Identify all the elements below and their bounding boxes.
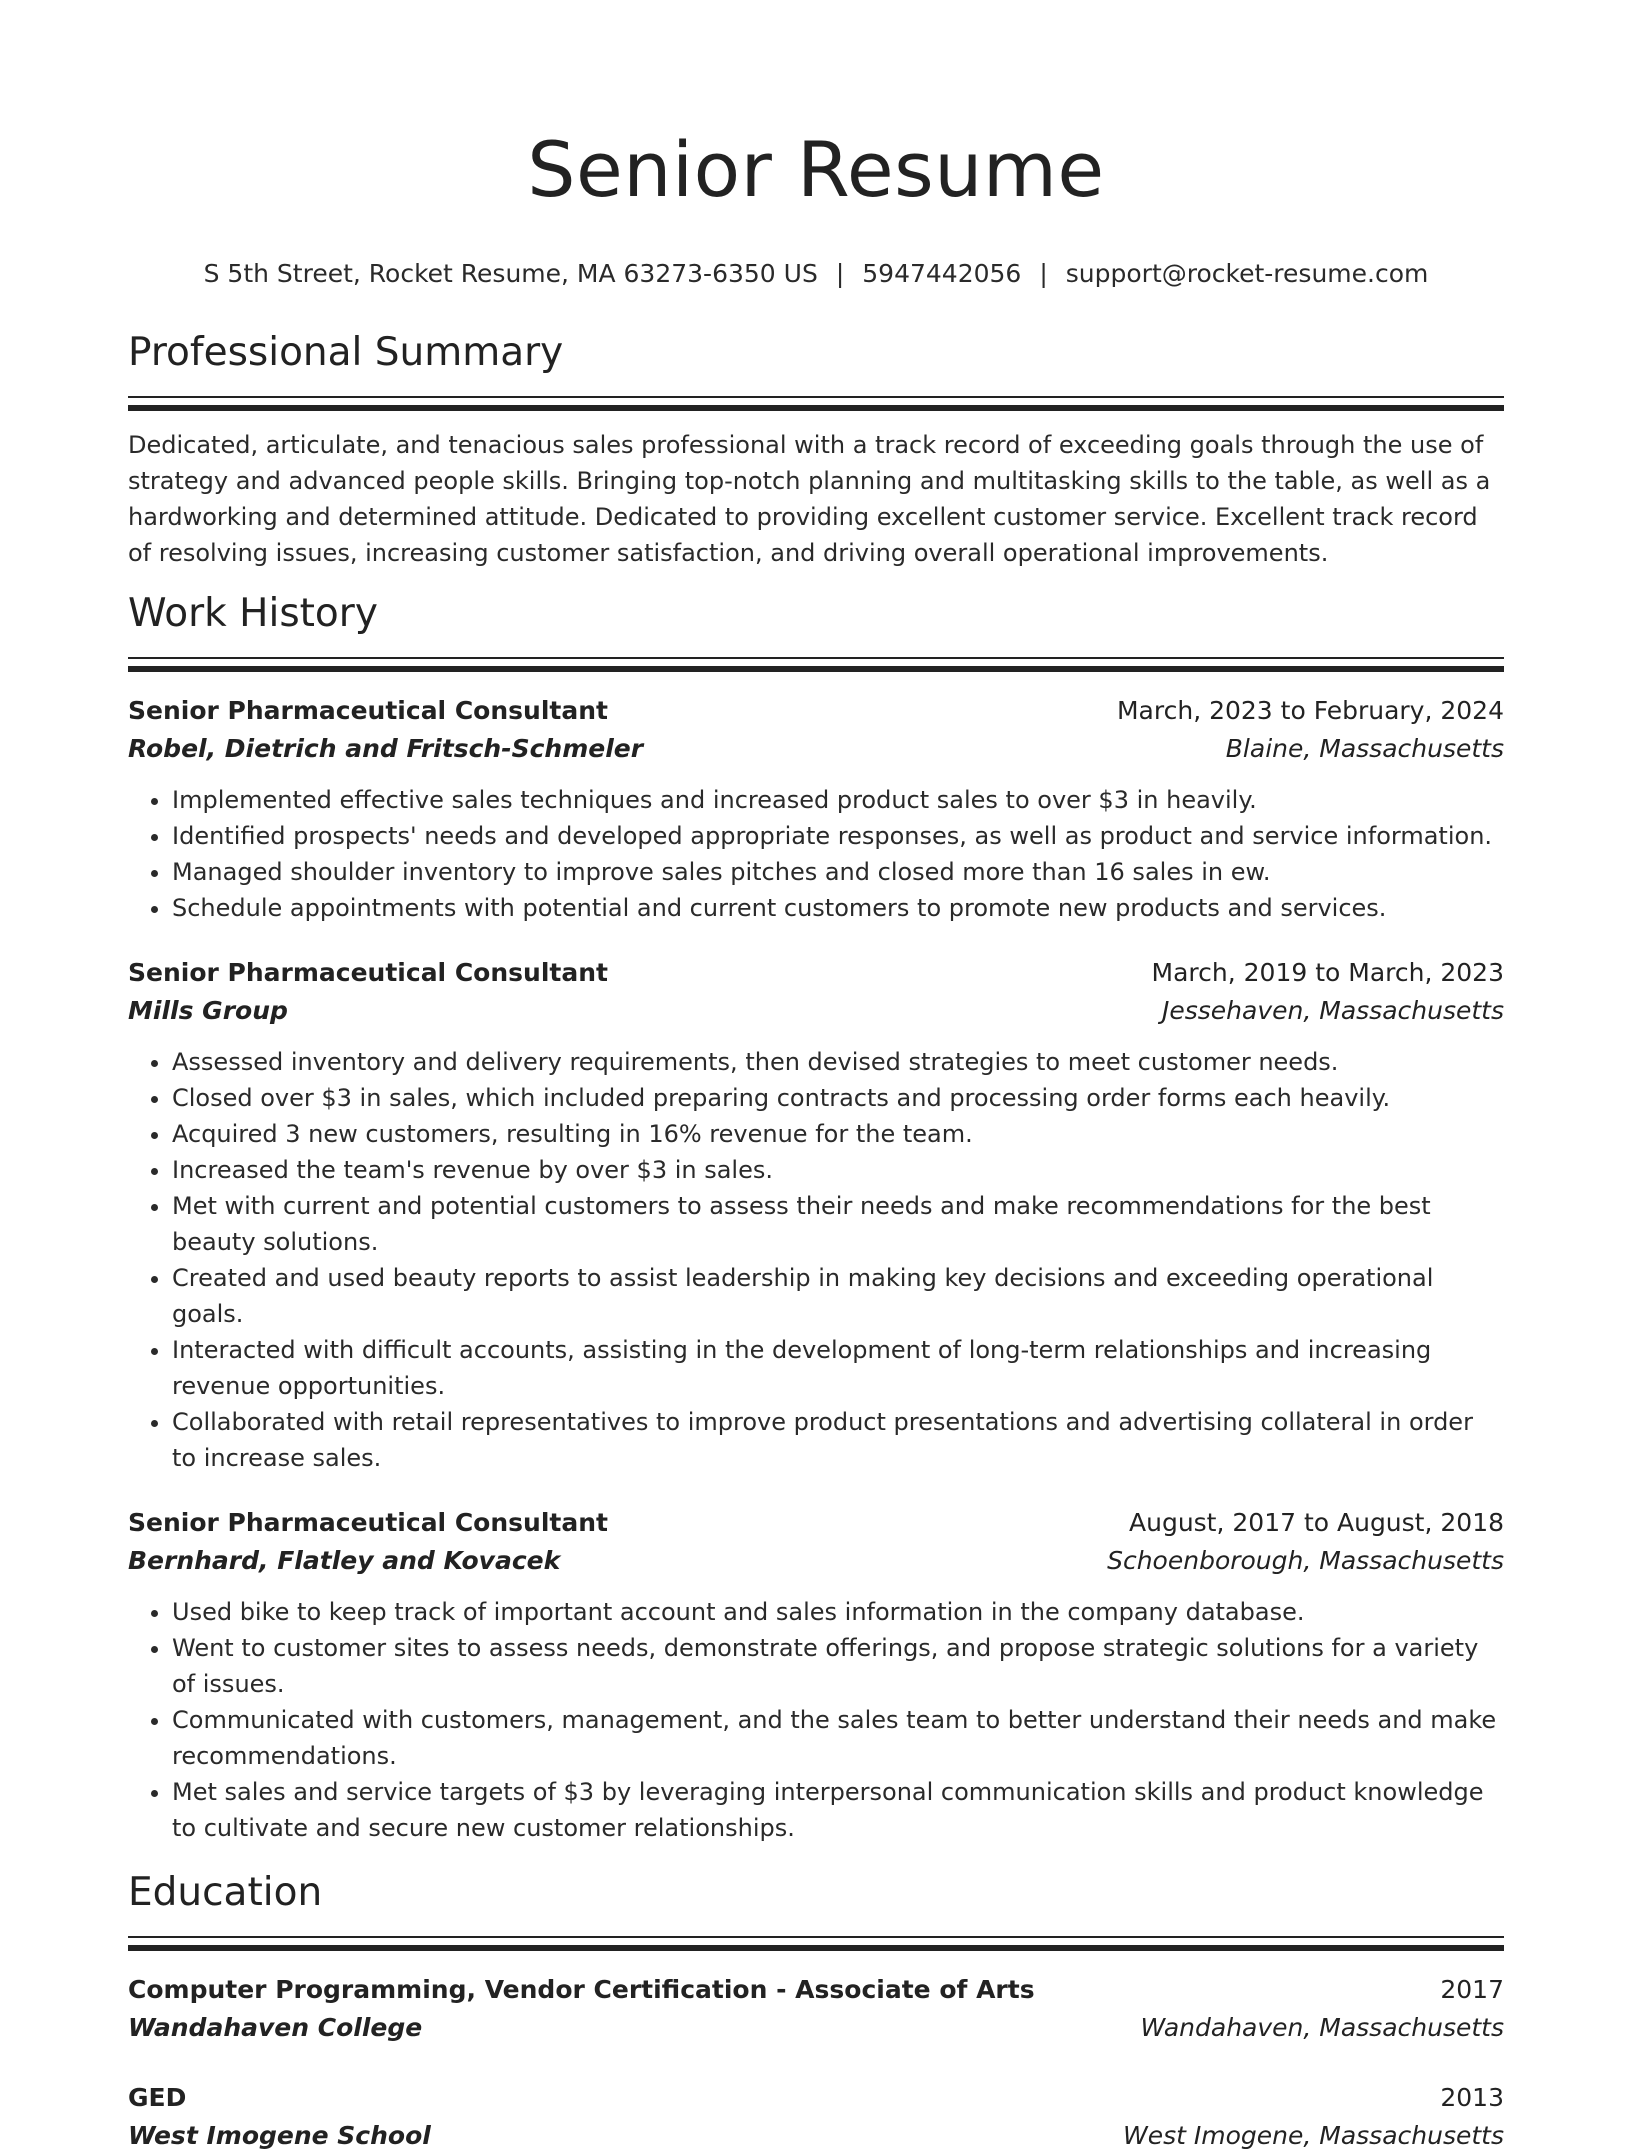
contact-address: S 5th Street, Rocket Resume, MA 63273-6350 US — [203, 259, 818, 288]
job-entry — [128, 954, 1504, 1476]
job-entry — [128, 1504, 1504, 1846]
job-bullet: • Managed shoulder inventory to improve sales pitches and closed more than 16 sales in ew. — [172, 854, 1504, 890]
contact-separator: | — [1039, 259, 1048, 288]
job-dates: March, 2019 to March, 2023 — [1151, 958, 1504, 987]
summary-section — [128, 328, 1504, 571]
job-title: Senior Pharmaceutical Consultant — [128, 1508, 608, 1537]
job-bullet: • Increased the team's revenue by over $3 in sales. — [172, 1152, 1504, 1188]
education-degree: Computer Programming, Vendor Certification - Associate of Arts — [128, 1975, 1035, 2004]
job-bullet: • Used bike to keep track of important account and sales information in the company database. — [172, 1594, 1504, 1630]
education-school: West Imogene School — [128, 2121, 431, 2150]
job-bullet: • Closed over $3 in sales, which included preparing contracts and processing order forms each heavily. — [172, 1080, 1504, 1116]
job-location: Jessehaven, Massachusetts — [1162, 996, 1504, 1025]
job-title: Senior Pharmaceutical Consultant — [128, 958, 608, 987]
job-title: Senior Pharmaceutical Consultant — [128, 696, 608, 725]
education-year: 2017 — [1440, 1975, 1504, 2004]
job-company: Robel, Dietrich and Fritsch-Schmeler — [128, 734, 644, 763]
section-divider — [128, 396, 1504, 411]
contact-separator: | — [835, 259, 845, 288]
job-bullets — [128, 782, 1504, 926]
job-bullet: • Schedule appointments with potential and current customers to promote new products and services. — [172, 890, 1504, 926]
job-bullet: • Acquired 3 new customers, resulting in 16% revenue for the team. — [172, 1116, 1504, 1152]
job-company: Mills Group — [128, 996, 288, 1025]
contact-phone: 5947442056 — [862, 259, 1022, 288]
section-divider — [128, 657, 1504, 672]
section-title-summary: Professional Summary — [128, 330, 564, 375]
section-title-work-history: Work History — [128, 591, 378, 636]
job-bullet: • Collaborated with retail representatives to improve product presentations and advertising collateral in order to increase sales. — [172, 1404, 1504, 1476]
education-entry — [128, 1971, 1504, 2047]
job-bullet: • Met sales and service targets of $3 by leveraging interpersonal communication skills and product knowledge to cultivate and secure new customer relationships. — [172, 1774, 1504, 1846]
section-divider — [128, 1936, 1504, 1951]
job-bullet: • Interacted with difficult accounts, assisting in the development of long-term relationships and increasing revenue opportunities. — [172, 1332, 1504, 1404]
job-bullet: • Implemented effective sales techniques and increased product sales to over $3 in heavily. — [172, 782, 1504, 818]
education-location: West Imogene, Massachusetts — [1123, 2121, 1504, 2150]
job-bullet: • Assessed inventory and delivery requirements, then devised strategies to meet customer needs. — [172, 1044, 1504, 1080]
contact-email: support@rocket-resume.com — [1065, 259, 1429, 288]
job-dates: August, 2017 to August, 2018 — [1129, 1508, 1504, 1537]
job-location: Blaine, Massachusetts — [1225, 734, 1504, 763]
job-bullet: • Created and used beauty reports to assist leadership in making key decisions and exceeding operational goals. — [172, 1260, 1504, 1332]
education-degree: GED — [128, 2083, 187, 2112]
education-year: 2013 — [1440, 2083, 1504, 2112]
job-company: Bernhard, Flatley and Kovacek — [128, 1546, 561, 1575]
contact-line — [128, 258, 1504, 290]
resume-name: Senior Resume — [527, 125, 1105, 214]
work-history-section — [128, 589, 1504, 1846]
job-bullet: • Met with current and potential customers to assess their needs and make recommendations for the best beauty solutions. — [172, 1188, 1504, 1260]
education-location: Wandahaven, Massachusetts — [1140, 2013, 1504, 2042]
summary-text: Dedicated, articulate, and tenacious sales professional with a track record of exceeding goals through the use of strategy and advanced people skills. Bringing top-notch planning and multitasking skills to the table, as well as a hardworking and determined attitude. Dedicated to providing excellent customer service. Excellent track record of resolving issues, increasing customer satisfaction, and driving overall operational improvements. — [128, 431, 1491, 567]
section-title-education: Education — [128, 1870, 323, 1915]
education-entry — [128, 2079, 1504, 2155]
job-dates: March, 2023 to February, 2024 — [1116, 696, 1504, 725]
job-entry — [128, 692, 1504, 926]
job-bullet: • Communicated with customers, management, and the sales team to better understand their needs and make recommendations. — [172, 1702, 1504, 1774]
job-bullet: • Went to customer sites to assess needs, demonstrate offerings, and propose strategic solutions for a variety of issues. — [172, 1630, 1504, 1702]
education-school: Wandahaven College — [128, 2013, 423, 2042]
job-bullets — [128, 1594, 1504, 1846]
job-bullets — [128, 1044, 1504, 1476]
job-location: Schoenborough, Massachusetts — [1107, 1546, 1504, 1575]
job-bullet: • Identified prospects' needs and developed appropriate responses, as well as product and service information. — [172, 818, 1504, 854]
